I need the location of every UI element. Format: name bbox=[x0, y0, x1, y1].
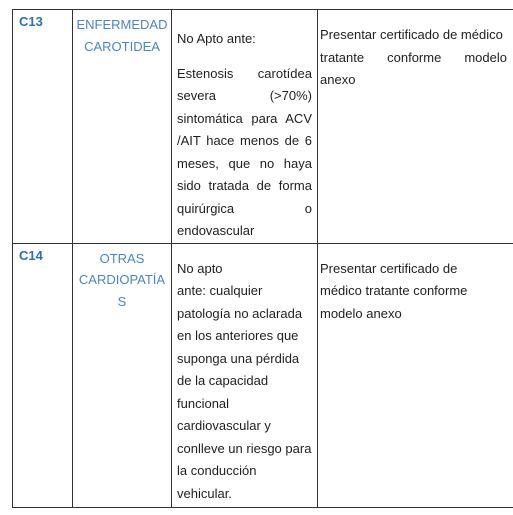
requirement-line: modelo anexo bbox=[320, 305, 402, 321]
criteria-line: quirúrgica o bbox=[177, 200, 312, 216]
criteria-line: patología no aclarada bbox=[177, 305, 303, 321]
requirement-text bbox=[318, 243, 513, 507]
criteria-line: sido tratada de forma bbox=[177, 178, 312, 193]
requirement-text bbox=[318, 10, 513, 244]
criteria-line: cardiovascular y bbox=[177, 418, 271, 433]
criteria-line: Estenosis carotídea bbox=[177, 65, 312, 81]
criteria-line: endovascular bbox=[177, 223, 255, 238]
criteria-line: la conducción bbox=[177, 463, 257, 478]
condition-name bbox=[73, 10, 172, 244]
requirement-line: Presentar certificado de bbox=[320, 260, 458, 276]
table-row bbox=[13, 243, 513, 507]
condition-name-line: CAROTIDEA bbox=[84, 38, 160, 54]
criteria-line: suponga una pérdida bbox=[177, 350, 300, 366]
condition-name-line: ENFERMEDAD bbox=[76, 17, 168, 32]
requirement-line: anexo bbox=[320, 72, 356, 87]
criteria-line: meses, que no haya bbox=[177, 155, 312, 171]
criteria-line: en los anteriores que bbox=[177, 328, 299, 343]
criteria-line: No apto bbox=[177, 260, 223, 276]
condition-code: C13 bbox=[13, 10, 73, 244]
criteria-line: de la capacidad bbox=[177, 373, 269, 388]
condition-name bbox=[73, 243, 172, 507]
criteria-line: ante: cualquier bbox=[177, 283, 263, 298]
requirement-line: médico tratante conforme bbox=[320, 283, 468, 298]
exclusion-criteria bbox=[172, 10, 318, 244]
requirement-line: tratante conforme modelo bbox=[320, 49, 507, 65]
requirement-line: Presentar certificado de médico bbox=[320, 27, 503, 42]
requirements-table bbox=[12, 9, 513, 508]
criteria-lead: No Apto ante: bbox=[177, 31, 256, 46]
criteria-line: vehicular. bbox=[177, 485, 232, 501]
criteria-line: /AIT hace menos de 6 bbox=[177, 133, 312, 148]
condition-name-line: S bbox=[117, 293, 127, 309]
criteria-line: severa (>70%) bbox=[177, 88, 312, 103]
criteria-text bbox=[177, 63, 312, 243]
criteria-line: funcional bbox=[177, 395, 230, 411]
condition-name-line: CARDIOPATÍA bbox=[78, 272, 166, 287]
table-row bbox=[13, 10, 513, 244]
condition-name-line: OTRAS bbox=[99, 250, 145, 266]
criteria-line: conlleve un riesgo para bbox=[177, 440, 312, 456]
criteria-line: sintomática para ACV bbox=[177, 110, 312, 126]
condition-code: C14 bbox=[13, 243, 73, 507]
exclusion-criteria bbox=[172, 243, 318, 507]
